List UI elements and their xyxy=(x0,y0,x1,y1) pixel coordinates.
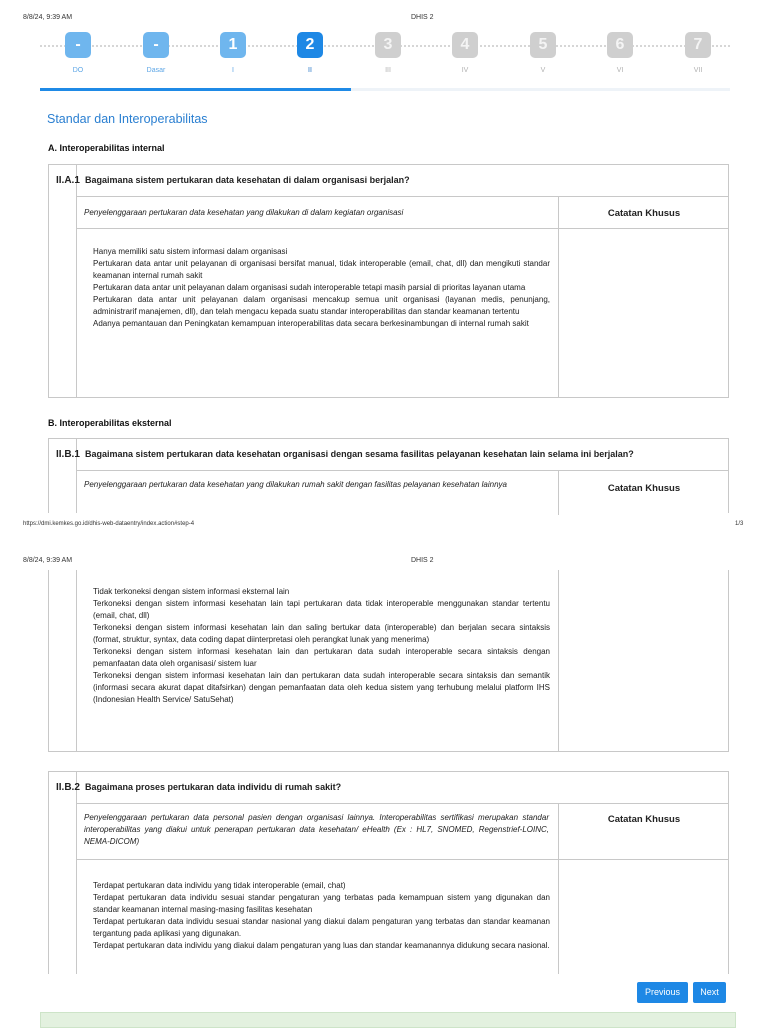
step-vi[interactable] xyxy=(607,32,633,74)
option-item[interactable]: Terkoneksi dengan sistem informasi kesehatan lain dan saling bertukar data (interoperable) dan berjalan secara sintaksis (format, struktur, syntax, data coding dapat diinterpretasi oleh perangkat lunak yang menerima) xyxy=(93,623,550,644)
option-item[interactable]: Tidak terkoneksi dengan sistem informasi eksternal lain xyxy=(93,587,290,596)
step-dasar[interactable] xyxy=(143,32,169,74)
note-header: Catatan Khusus xyxy=(607,483,681,494)
step-iv[interactable] xyxy=(452,32,478,74)
section-title: Standar dan Interoperabilitas xyxy=(47,112,208,126)
description-row xyxy=(76,196,728,229)
step-number: - xyxy=(143,32,169,58)
table-divider xyxy=(558,804,559,860)
step-label: Dasar xyxy=(146,67,166,74)
options-list xyxy=(93,880,550,952)
option-item[interactable]: Terdapat pertukaran data individu sesuai standar nasional yang diakui dalam pengaturan yang terbatas dan standar keamanan tergantung pada aplikasi yang digunakan. xyxy=(93,917,550,938)
option-item[interactable]: Hanya memiliki satu sistem informasi dalam organisasi xyxy=(93,247,288,256)
step-number: 3 xyxy=(375,32,401,58)
previous-button[interactable]: Previous xyxy=(637,982,688,1003)
print-title: DHIS 2 xyxy=(411,557,434,564)
print-url: https://dmi.kemkes.go.id/dhis-web-dataentry/index.action#step-4 xyxy=(23,521,195,527)
table-divider xyxy=(558,570,559,751)
options-row xyxy=(76,228,728,397)
print-page-number: 1/3 xyxy=(735,521,744,527)
option-item[interactable]: Pertukaran data antar unit pelayanan di organisasi bersifat manual, tidak interoperable (email, chat, dll) dan mengikuti standar keamanan internal rumah sakit xyxy=(93,259,550,280)
print-title: DHIS 2 xyxy=(411,14,434,21)
option-item[interactable]: Terdapat pertukaran data individu sesuai standar pengaturan yang terbatas pada kemampuan sistem yang digunakan dan standar keamanan internal masing-masing fasilitas kesehatan xyxy=(93,893,550,914)
step-vii[interactable] xyxy=(685,32,711,74)
option-item[interactable]: Terkoneksi dengan sistem informasi kesehatan lain tapi pertukaran data tidak interoperable menggunakan standar tertentu (email, chat, dll) xyxy=(93,599,550,620)
print-datetime: 8/8/24, 9:39 AM xyxy=(23,557,73,564)
step-label: VII xyxy=(693,67,703,74)
step-label: V xyxy=(540,67,546,74)
step-number: 1 xyxy=(220,32,246,58)
table-divider xyxy=(558,860,559,974)
next-button[interactable]: Next xyxy=(693,982,726,1003)
step-label: IV xyxy=(461,67,469,74)
question-id: II.A.1 xyxy=(56,175,80,186)
question-text: Bagaimana sistem pertukaran data kesehatan organisasi dengan sesama fasilitas pelayanan kesehatan lain selama ini berjalan? xyxy=(85,449,634,459)
step-number: 6 xyxy=(607,32,633,58)
description-row xyxy=(76,470,728,515)
step-label: III xyxy=(385,67,391,74)
question-description: Penyelenggaraan pertukaran data personal pasien dengan organisasi lainnya. Interoperabilitas sertifikasi merupakan standar interoperabilitas yang diakui untuk penerapan pertukaran data kesehatan/ eHealth (Ex : HL7, SNOMED, Regenstrief-LOINC, NEMA-DICOM) xyxy=(84,813,549,846)
step-ii[interactable] xyxy=(297,32,323,74)
question-table-II-B-1 xyxy=(48,438,729,513)
progress-bar xyxy=(40,88,730,91)
progress-bar-fill xyxy=(40,88,351,91)
option-item[interactable]: Pertukaran data antar unit pelayanan dalam organisasi mencakup semua unit organisasi (layanan medis, penunjang, administrarif manajemen, dll), dan telah mengacu kepada suatu standar interoperabilitas dan standar keamanan tertentu xyxy=(93,295,550,316)
step-label: II xyxy=(308,67,312,74)
options-list xyxy=(93,246,550,330)
question-text: Bagaimana sistem pertukaran data kesehatan di dalam organisasi berjalan? xyxy=(85,175,410,185)
step-number: 5 xyxy=(530,32,556,58)
question-table-II-B-1-continued xyxy=(48,570,729,752)
description-row xyxy=(76,803,728,860)
question-text: Bagaimana proses pertukaran data individu di rumah sakit? xyxy=(85,782,342,792)
question-id: II.B.2 xyxy=(56,782,80,793)
option-item[interactable]: Adanya pemantauan dan Peningkatan kemampuan interoperabilitas data secara berkesinambungan di internal rumah sakit xyxy=(93,319,529,328)
question-description: Penyelenggaraan pertukaran data kesehatan yang dilakukan di dalam kegiatan organisasi xyxy=(84,208,404,217)
print-datetime: 8/8/24, 9:39 AM xyxy=(23,14,73,21)
step-i[interactable] xyxy=(220,32,246,74)
option-item[interactable]: Terdapat pertukaran data individu yang diakui dalam pengaturan yang luas dan standar keamanannya didukung secara nasional. xyxy=(93,941,550,950)
step-label: DO xyxy=(72,67,84,74)
options-list xyxy=(93,586,550,706)
step-number: 2 xyxy=(297,32,323,58)
question-table-II-A-1 xyxy=(48,164,729,398)
step-number: 4 xyxy=(452,32,478,58)
options-row xyxy=(76,859,728,974)
step-do[interactable] xyxy=(65,32,91,74)
option-item[interactable]: Terkoneksi dengan sistem informasi kesehatan lain dan pertukaran data sudah interoperable secara sintaksis dan semantik (informasi secara akurat dapat ditafsirkan) dengan pemanfaatan data oleh kedua sistem yang terhubung melalui platform IHS (Indonesian Health Service/ SatuSehat) xyxy=(93,671,550,704)
step-v[interactable] xyxy=(530,32,556,74)
question-description: Penyelenggaraan pertukaran data kesehatan yang dilakukan rumah sakit dengan fasilitas pelayanan kesehatan lainnya xyxy=(84,480,507,489)
step-label: I xyxy=(232,67,234,74)
step-label: VI xyxy=(616,67,624,74)
step-navigator xyxy=(40,28,730,78)
table-divider xyxy=(76,570,77,751)
note-header: Catatan Khusus xyxy=(607,208,681,219)
step-number: 7 xyxy=(685,32,711,58)
subsection-internal-title: A. Interoperabilitas internal xyxy=(48,143,165,153)
note-header: Catatan Khusus xyxy=(607,814,681,825)
bottom-action-bar xyxy=(40,1012,736,1028)
step-number: - xyxy=(65,32,91,58)
option-item[interactable]: Terkoneksi dengan sistem informasi kesehatan lain dan pertukaran data sudah interoperable secara sintaksis dengan pemanfaatan data oleh organisasi/ sistem luar xyxy=(93,647,550,668)
question-table-II-B-2 xyxy=(48,771,729,974)
subsection-external-title: B. Interoperabilitas eksternal xyxy=(48,418,172,428)
option-item[interactable]: Terdapat pertukaran data individu yang tidak interoperable (email, chat) xyxy=(93,881,346,890)
question-id: II.B.1 xyxy=(56,449,80,460)
option-item[interactable]: Pertukaran data antar unit pelayanan dalam organisasi sudah interoperable tetapi masih parsial di prioritas layanan utama xyxy=(93,283,526,292)
table-divider xyxy=(558,229,559,397)
step-iii[interactable] xyxy=(375,32,401,74)
